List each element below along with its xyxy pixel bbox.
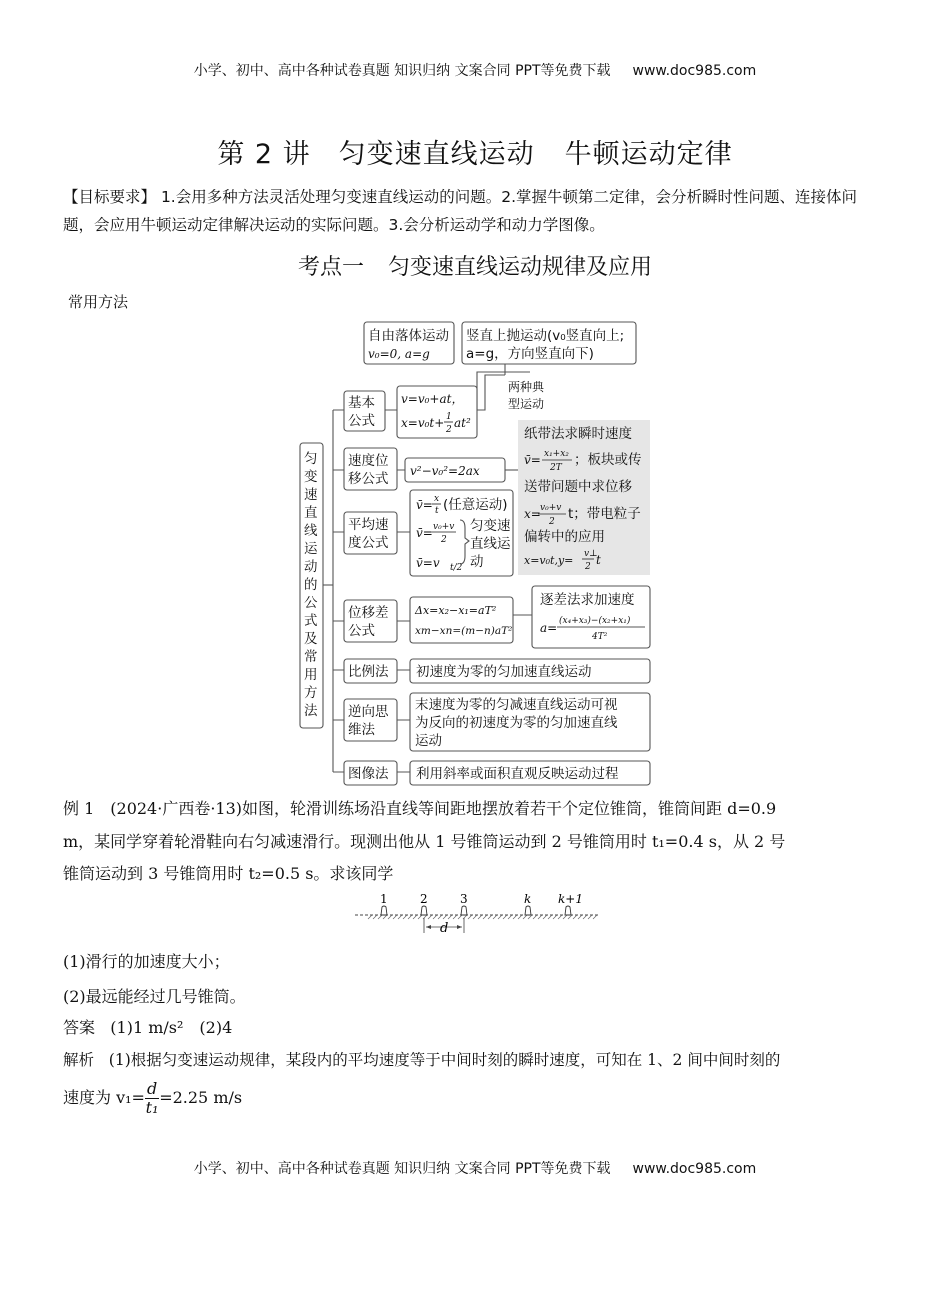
upward-cond: a=g，方向竖直向下)	[466, 346, 594, 362]
gray-l6b: t	[596, 553, 601, 567]
goal-label: 【目标要求】	[63, 188, 157, 206]
average-f2a: v̄=	[416, 526, 433, 540]
hatch-line	[453, 915, 457, 919]
root-char: 式	[304, 613, 318, 629]
hatch-line	[513, 915, 517, 919]
analysis-2n: d	[146, 1079, 158, 1098]
average-f1b: (任意运动)	[443, 497, 508, 513]
cone-label: 2	[420, 892, 428, 906]
graph-label: 图像法	[348, 766, 389, 782]
gray-l2d: 2T	[550, 463, 562, 473]
typical-label-1: 两种典	[508, 380, 545, 394]
section-label: 常用方法	[68, 293, 129, 311]
average-f2d: 2	[441, 535, 447, 545]
hatch-line	[433, 915, 437, 919]
root-char: 线	[304, 523, 318, 539]
successive-diff-num: (x₄+x₃)−(x₂+x₁)	[559, 616, 631, 626]
root-char: 速	[304, 487, 318, 503]
hatch-line	[528, 915, 532, 919]
page-footer	[0, 1158, 950, 1178]
cone-marker	[381, 906, 387, 915]
average-note2: 直线运	[470, 536, 511, 552]
hatch-line	[578, 915, 582, 919]
root-char: 公	[304, 595, 318, 611]
goal-text: 1.会用多种方法灵活处理匀变速直线运动的问题。2.掌握牛顿第二定律，会分析瞬时性问题、连接体问题，会应用牛顿运动定律解决运动的实际问题。3.会分析运动学和动力学图像。	[63, 188, 858, 234]
question-2: (2)最远能经过几号锥筒。	[63, 987, 246, 1006]
gray-l1: 纸带法求瞬时速度	[524, 426, 632, 442]
analysis-text: (1)根据匀变速运动规律，某段内的平均速度等于中间时刻的瞬时速度，可知在 1、2 间中间时刻的	[108, 1051, 781, 1069]
gray-l6d: 2	[585, 562, 591, 572]
hatch-line	[538, 915, 542, 919]
title-left: 第 2 讲 匀变速直线运动	[217, 139, 535, 170]
example-line-1: 例 1 (2024·广西卷·13)如图，轮滑训练场沿直线等间距地摆放着若干个定位锥筒，锥筒间距 d=0.9	[63, 799, 777, 818]
hatch-line	[503, 915, 507, 919]
graph-text: 利用斜率或面积直观反映运动过程	[416, 766, 619, 782]
hatch-line	[563, 915, 567, 919]
root-char: 及	[304, 631, 318, 647]
reverse-t1: 末速度为零的匀减速直线运动可视	[415, 697, 618, 713]
hatch-line	[493, 915, 497, 919]
analysis-2a: 速度为 v₁=	[63, 1088, 145, 1107]
successive-diff-den: 4T²	[592, 632, 608, 642]
root-char: 方	[304, 685, 318, 701]
hatch-line	[568, 915, 572, 919]
reverse-t2: 为反向的初速度为零的匀加速直线	[415, 715, 618, 731]
gray-l4a: x=	[524, 507, 541, 521]
d-label: d	[440, 921, 449, 936]
hatch-line	[408, 915, 412, 919]
footer-url[interactable]: www.doc985.com	[632, 1161, 757, 1177]
hatch-line	[518, 915, 522, 919]
answer-label: 答案	[63, 1018, 96, 1037]
footer-text: 小学、初中、高中各种试卷真题 知识归纳 文案合同 PPT等免费下载	[193, 1161, 611, 1177]
average-f3sub: t/2	[450, 563, 463, 573]
hatch-line	[383, 915, 387, 919]
average-f2n: v₀+v	[433, 522, 455, 532]
hatch-line	[473, 915, 477, 919]
hatch-line	[583, 915, 587, 919]
gray-l2a: v̄=	[524, 453, 541, 467]
answer-text: (1)1 m/s² (2)4	[110, 1018, 233, 1037]
analysis-line-2	[63, 1080, 883, 1117]
average-l2: 度公式	[348, 535, 389, 551]
disp-diff-l1: 位移差	[348, 605, 389, 621]
reverse-l1: 逆向思	[348, 704, 389, 720]
upward-name: 竖直上抛运动(v₀竖直向上;	[466, 328, 625, 344]
question-1: (1)滑行的加速度大小；	[63, 952, 230, 971]
average-note3: 动	[470, 554, 484, 570]
basic-f1: v=v₀+at，	[401, 392, 464, 406]
root-char: 运	[304, 541, 318, 557]
gray-l6n: v⊥	[584, 549, 598, 559]
cone-marker	[461, 906, 467, 915]
root-char: 变	[304, 469, 318, 485]
analysis-2d: t₁	[145, 1098, 159, 1117]
cone-marker	[525, 906, 531, 915]
cone-label: 3	[460, 892, 468, 906]
hatch-line	[398, 915, 402, 919]
analysis-2b: =2.25 m/s	[159, 1088, 243, 1107]
root-char: 法	[304, 703, 318, 719]
hatch-line	[543, 915, 547, 919]
analysis-label: 解析	[63, 1051, 95, 1069]
cone-label: 1	[380, 892, 388, 906]
hatch-line	[368, 915, 372, 919]
ratio-text: 初速度为零的匀加速直线运动	[416, 664, 592, 680]
section-left: 考点一	[297, 255, 364, 280]
free-fall-name: 自由落体运动	[368, 328, 449, 344]
cones	[380, 892, 583, 915]
hatch-line	[388, 915, 392, 919]
hatch-line	[488, 915, 492, 919]
vel-disp-l2: 移公式	[348, 471, 389, 487]
gray-l3: 送带问题中求位移	[524, 479, 632, 495]
successive-diff-a: a=	[540, 621, 558, 635]
hatch-line	[483, 915, 487, 919]
average-f1n: x	[434, 494, 440, 504]
gray-l4b: t；带电粒子	[568, 506, 641, 522]
basic-l1: 基本	[348, 395, 375, 411]
vel-disp-l1: 速度位	[348, 453, 389, 469]
hatch-line	[468, 915, 472, 919]
vel-disp-formula: v²−v₀²=2ax	[410, 464, 480, 478]
root-char: 常	[304, 649, 318, 665]
average-f1a: v̄=	[416, 498, 433, 512]
hatch-line	[448, 915, 452, 919]
disp-diff-l2: 公式	[348, 623, 375, 639]
gray-l4n: v₀+v	[540, 503, 562, 513]
hatch-line	[523, 915, 527, 919]
gray-l5: 偏转中的应用	[524, 529, 605, 545]
typical-label-2: 型运动	[508, 397, 545, 411]
hatch-line	[438, 915, 442, 919]
hatch-line	[458, 915, 462, 919]
section-right: 匀变速直线运动规律及应用	[388, 255, 653, 280]
hatch-line	[413, 915, 417, 919]
hatch-line	[588, 915, 592, 919]
gray-l6a: x=v₀t,y=	[524, 554, 574, 567]
gray-l2b: ；板块或传	[574, 452, 642, 468]
hatch-line	[553, 915, 557, 919]
cone-marker	[565, 906, 571, 915]
reverse-l2: 维法	[348, 722, 375, 738]
ground-hatch	[368, 915, 597, 919]
header-url[interactable]: www.doc985.com	[632, 63, 757, 79]
cone-figure	[340, 888, 610, 940]
root-char: 用	[304, 667, 318, 683]
ratio-label: 比例法	[348, 664, 389, 680]
basic-f2a: x=v₀t+	[401, 416, 445, 430]
hatch-line	[373, 915, 377, 919]
hatch-line	[478, 915, 482, 919]
root-char: 的	[304, 577, 318, 593]
gray-l4d: 2	[549, 517, 555, 527]
disp-diff-f2: xm−xn=(m−n)aT²	[415, 625, 513, 637]
root-char: 匀	[304, 451, 318, 467]
hatch-line	[508, 915, 512, 919]
gray-l2n: x₁+x₂	[544, 449, 569, 459]
basic-f2b: 1	[446, 412, 452, 422]
cone-label: k	[524, 892, 532, 906]
hatch-line	[533, 915, 537, 919]
cone-label: k+1	[558, 892, 583, 906]
title-right: 牛顿运动定律	[564, 139, 733, 170]
hatch-line	[498, 915, 502, 919]
hatch-line	[403, 915, 407, 919]
disp-diff-f1: Δx=x₂−x₁=aT²	[415, 604, 497, 617]
hatch-line	[573, 915, 577, 919]
basic-f2c: 2	[446, 425, 452, 435]
header-text: 小学、初中、高中各种试卷真题 知识归纳 文案合同 PPT等免费下载	[193, 63, 611, 79]
free-fall-cond: v₀=0, a=g	[368, 347, 430, 361]
hatch-line	[558, 915, 562, 919]
basic-l2: 公式	[348, 413, 375, 429]
hatch-line	[443, 915, 447, 919]
cone-marker	[421, 906, 427, 915]
hatch-line	[393, 915, 397, 919]
average-f3: v̄=v	[416, 556, 440, 570]
hatch-line	[428, 915, 432, 919]
root-char: 直	[304, 505, 318, 521]
branch-ticks	[333, 410, 344, 772]
analysis-line-1	[63, 1045, 883, 1075]
average-l1: 平均速	[348, 517, 389, 533]
analysis-fraction	[145, 1080, 159, 1117]
average-note1: 匀变速	[470, 518, 511, 534]
example-line-3: 锥筒运动到 3 号锥筒用时 t₂=0.5 s。求该同学	[63, 864, 394, 883]
root-char: 动	[304, 559, 318, 575]
hatch-line	[593, 915, 597, 919]
hatch-line	[378, 915, 382, 919]
root-label	[304, 451, 318, 719]
hatch-line	[418, 915, 422, 919]
answer-line	[63, 1013, 883, 1043]
basic-f2d: at²	[454, 416, 471, 430]
successive-diff-title: 逐差法求加速度	[540, 592, 635, 608]
hatch-line	[548, 915, 552, 919]
example-line-2: m，某同学穿着轮滑鞋向右匀减速滑行。现测出他从 1 号锥筒运动到 2 号锥筒用时 t₁=0.4 s，从 2 号	[63, 832, 786, 851]
reverse-t3: 运动	[415, 733, 442, 749]
average-f1d: t	[435, 506, 439, 516]
